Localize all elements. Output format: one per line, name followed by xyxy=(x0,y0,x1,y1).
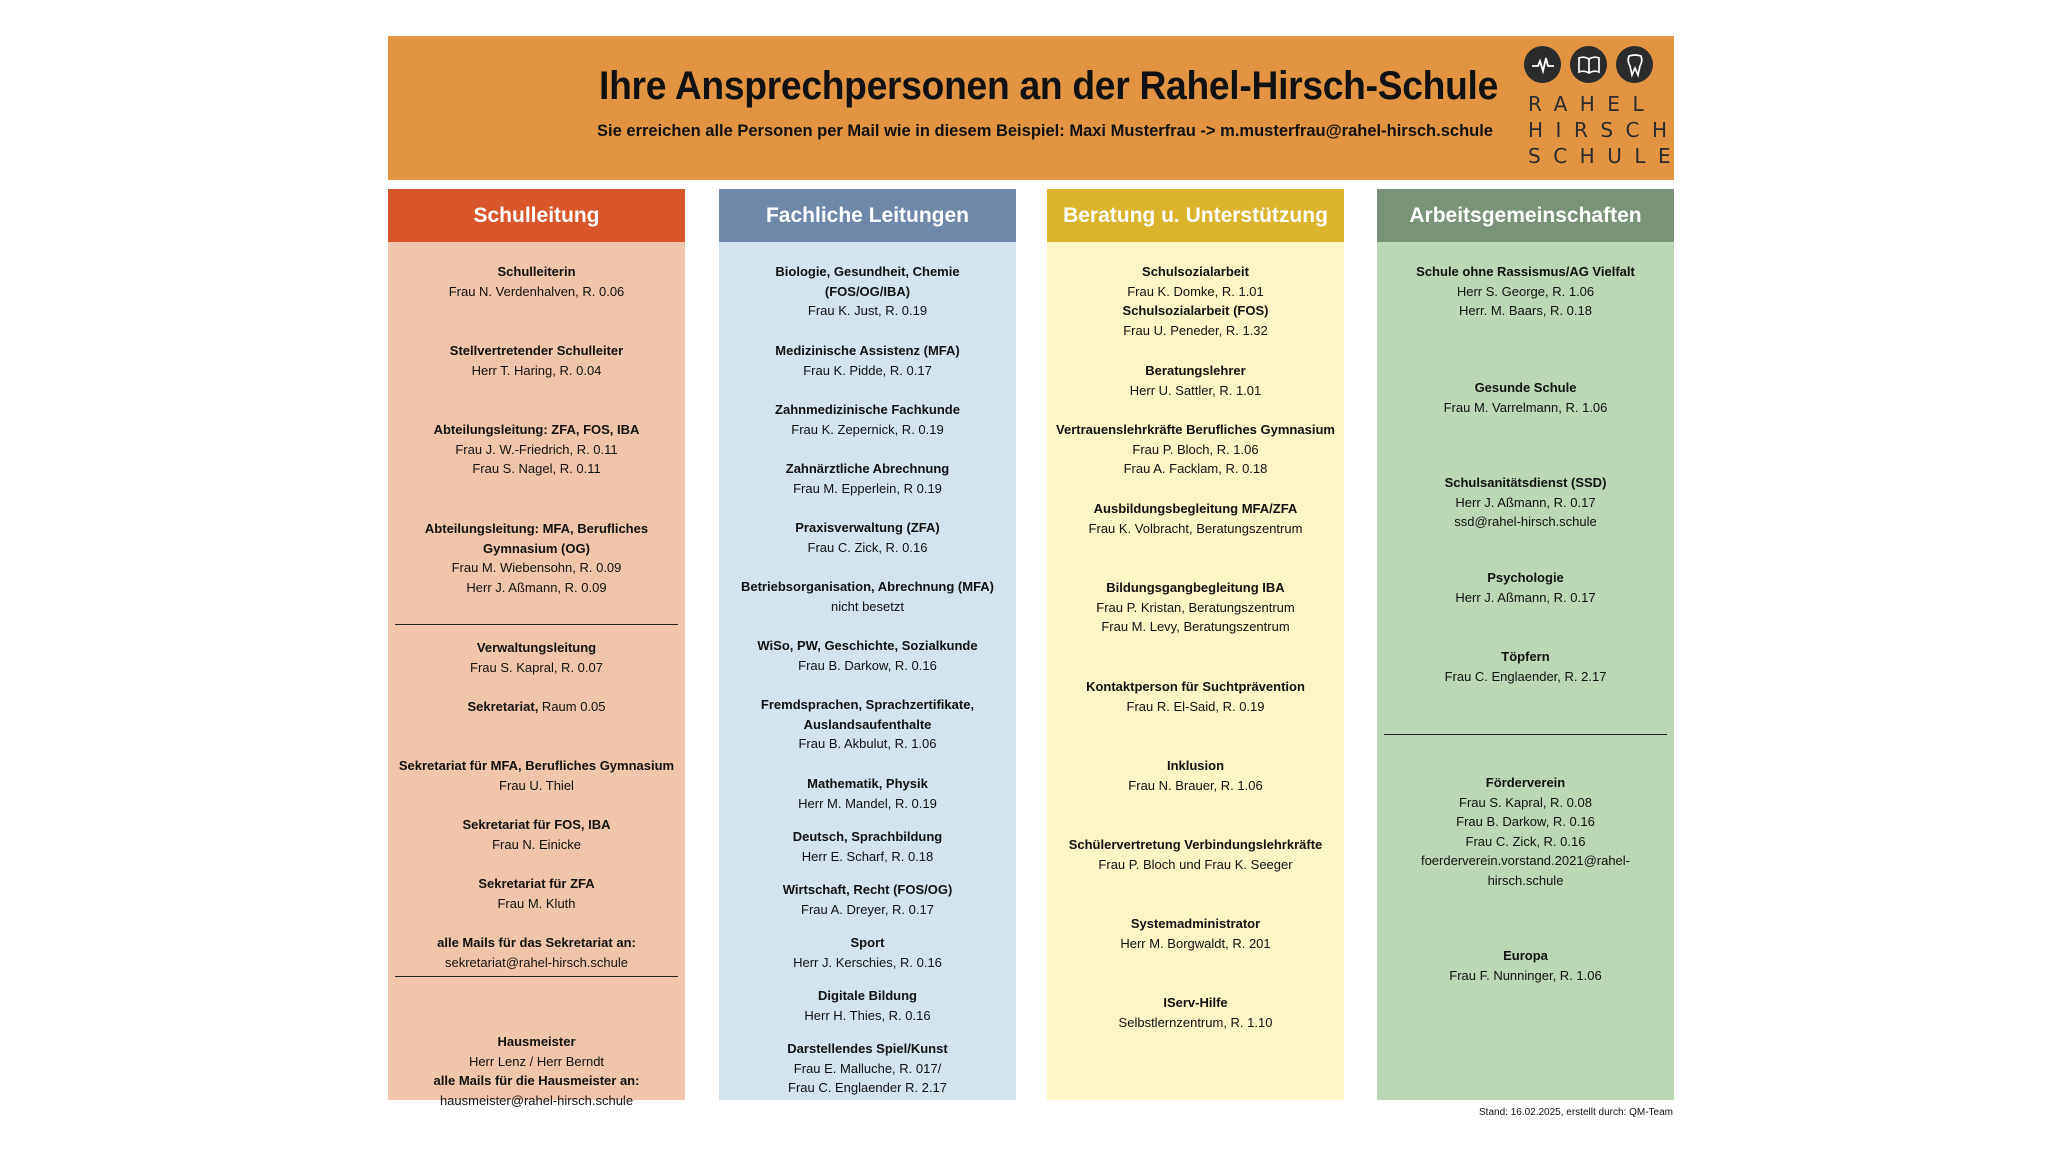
logo-word: SCHULE xyxy=(1528,144,1684,168)
contact-role: alle Mails für die Hausmeister an: xyxy=(433,1073,640,1088)
column-schulleitung xyxy=(388,189,685,1108)
contact-role: Schulsanitätsdienst (SSD) xyxy=(1444,475,1607,490)
contact-detail: Herr E. Scharf, R. 0.18 xyxy=(801,848,934,864)
contact-block xyxy=(1053,835,1338,874)
contact-detail: Selbstlernzentrum, R. 1.10 xyxy=(1118,1014,1273,1030)
contact-block xyxy=(725,262,1010,321)
contact-role: Vertrauenslehrkräfte Berufliches Gymnasium xyxy=(1056,422,1335,437)
column-body xyxy=(1047,242,1344,1100)
contact-role: Digitale Bildung xyxy=(818,988,917,1003)
contact-detail: Herr J. Kerschies, R. 0.16 xyxy=(793,954,942,970)
contact-role: Bildungsgangbegleitung IBA xyxy=(1106,580,1285,595)
contact-role: Töpfern xyxy=(1501,649,1550,664)
contact-block xyxy=(1053,420,1338,479)
contact-role: Inklusion xyxy=(1166,758,1225,773)
contact-role: Sport xyxy=(850,935,885,950)
contact-block xyxy=(394,420,679,479)
contact-detail: Frau F. Nunninger, R. 1.06 xyxy=(1449,967,1602,983)
contact-role: Wirtschaft, Recht (FOS/OG) xyxy=(782,882,953,897)
contact-detail: Frau N. Einicke xyxy=(492,836,581,852)
contact-role: Zahnärztliche Abrechnung xyxy=(785,461,950,476)
contact-block xyxy=(394,874,679,913)
contact-detail: Herr S. George, R. 1.06 xyxy=(1456,283,1595,299)
contact-role: Praxisverwaltung (ZFA) xyxy=(795,520,940,535)
contact-detail: Frau N. Verdenhalven, R. 0.06 xyxy=(448,283,625,299)
page-subtitle: Sie erreichen alle Personen per Mail wie in diesem Beispiel: Maxi Musterfrau -> m.musterfrau@rahel-hirsch.schule xyxy=(597,122,1493,140)
contact-detail: Raum 0.05 xyxy=(538,699,606,714)
logo-word: RAHEL xyxy=(1528,92,1657,116)
contact-role: Verwaltungsleitung xyxy=(476,640,597,655)
contact-role: Systemadministrator xyxy=(1130,916,1261,931)
contact-detail: Frau J. W.-Friedrich, R. 0.11 xyxy=(455,441,618,457)
contact-block xyxy=(1053,499,1338,538)
contact-detail: Frau C. Englaender, R. 2.17 xyxy=(1444,668,1607,684)
contact-role: (FOS/OG/IBA) xyxy=(824,283,911,299)
contact-role: WiSo, PW, Geschichte, Sozialkunde xyxy=(757,638,978,653)
contact-detail: Frau K. Domke, R. 1.01 xyxy=(1127,283,1264,299)
column-title: Arbeitsgemeinschaften xyxy=(1377,189,1674,242)
contact-detail: Frau K. Zepernick, R. 0.19 xyxy=(791,421,944,437)
contact-detail: Frau S. Kapral, R. 0.07 xyxy=(470,659,603,675)
contact-role: Sekretariat für MFA, Berufliches Gymnasium xyxy=(398,758,675,773)
column-title: Fachliche Leitungen xyxy=(719,189,1016,242)
column-fachliche-leitungen xyxy=(719,189,1016,1100)
contact-role: Sekretariat für FOS, IBA xyxy=(462,817,611,832)
contact-detail: Frau R. El-Said, R. 0.19 xyxy=(1126,698,1265,714)
section-divider xyxy=(1384,734,1667,735)
footer-note: Stand: 16.02.2025, erstellt durch: QM-Team xyxy=(1479,1107,1673,1118)
contact-detail: Frau K. Pidde, R. 0.17 xyxy=(803,362,932,378)
contact-detail: Frau P. Bloch und Frau K. Seeger xyxy=(1098,856,1293,872)
book-icon xyxy=(1570,46,1607,83)
contact-detail: Frau B. Darkow, R. 0.16 xyxy=(798,657,937,673)
heartbeat-icon xyxy=(1524,46,1561,83)
contact-role: Mathematik, Physik xyxy=(807,776,928,791)
contact-block xyxy=(725,695,1010,754)
contact-block xyxy=(1383,773,1668,890)
contact-role: Betriebsorganisation, Abrechnung (MFA) xyxy=(740,579,995,594)
contact-detail: Herr J. Aßmann, R. 0.09 xyxy=(466,579,607,595)
contact-role: Medizinische Assistenz (MFA) xyxy=(775,343,960,358)
column-body xyxy=(1377,242,1674,1100)
contact-block xyxy=(394,1032,679,1110)
school-logo xyxy=(1524,46,1684,176)
contact-detail: Frau C. Zick, R. 0.16 xyxy=(1465,833,1586,849)
contact-detail: Frau U. Peneder, R. 1.32 xyxy=(1123,322,1268,338)
contact-role: IServ-Hilfe xyxy=(1163,995,1228,1010)
contact-detail: ssd@rahel-hirsch.schule xyxy=(1454,514,1597,529)
contact-role: Abteilungsleitung: MFA, Berufliches xyxy=(424,521,649,536)
contact-block xyxy=(1053,677,1338,716)
contact-block xyxy=(1383,473,1668,532)
column-title: Beratung u. Unterstützung xyxy=(1047,189,1344,242)
contact-detail: Frau P. Bloch, R. 1.06 xyxy=(1132,441,1259,457)
contact-block xyxy=(1053,578,1338,637)
contact-block xyxy=(1383,378,1668,417)
contact-detail: Frau M. Levy, Beratungszentrum xyxy=(1101,619,1290,634)
contact-block xyxy=(1383,262,1668,321)
contact-detail: Frau C. Zick, R. 0.16 xyxy=(807,539,928,555)
contact-detail: Herr M. Mandel, R. 0.19 xyxy=(798,795,937,811)
contact-role: Schulsozialarbeit xyxy=(1142,264,1249,279)
contact-detail: Herr H. Thies, R. 0.16 xyxy=(804,1007,931,1023)
contact-block xyxy=(725,636,1010,675)
contact-detail: Frau E. Malluche, R. 017/ xyxy=(793,1060,942,1076)
contact-role: Hausmeister xyxy=(497,1034,576,1049)
contact-detail: Frau S. Nagel, R. 0.11 xyxy=(472,461,601,476)
tooth-icon xyxy=(1616,46,1653,83)
contact-block xyxy=(1383,568,1668,607)
contact-detail: foerderverein.vorstand.2021@rahel- xyxy=(1420,853,1631,868)
contact-detail: Herr J. Aßmann, R. 0.17 xyxy=(1455,589,1596,605)
contact-detail: Frau N. Brauer, R. 1.06 xyxy=(1128,777,1263,793)
contact-role: Schülervertretung Verbindungslehrkräfte xyxy=(1068,837,1323,852)
contact-block xyxy=(725,880,1010,919)
contact-block xyxy=(394,341,679,380)
contact-detail: Frau A. Facklam, R. 0.18 xyxy=(1123,461,1268,476)
page-title: Ihre Ansprechpersonen an der Rahel-Hirsch-Schule xyxy=(599,64,1498,108)
contact-detail: Herr J. Aßmann, R. 0.17 xyxy=(1455,494,1596,510)
contact-block xyxy=(725,459,1010,498)
contact-detail: Frau K. Just, R. 0.19 xyxy=(807,303,928,318)
contact-block xyxy=(725,827,1010,866)
contact-detail: Frau K. Volbracht, Beratungszentrum xyxy=(1088,520,1303,536)
contact-role: Stellvertretender Schulleiter xyxy=(449,343,624,358)
section-divider xyxy=(395,624,678,625)
column-beratung xyxy=(1047,189,1344,1100)
contact-detail: sekretariat@rahel-hirsch.schule xyxy=(445,954,628,970)
contact-detail: Frau A. Dreyer, R. 0.17 xyxy=(801,901,934,917)
contact-block xyxy=(725,774,1010,813)
contact-block xyxy=(725,341,1010,380)
contact-detail: Frau M. Epperlein, R 0.19 xyxy=(793,480,942,496)
logo-word: HIRSCH xyxy=(1528,118,1680,142)
contact-detail: nicht besetzt xyxy=(831,598,904,614)
contact-detail: Herr T. Haring, R. 0.04 xyxy=(471,362,602,378)
contact-role: Gesunde Schule xyxy=(1474,380,1577,395)
contact-block xyxy=(725,933,1010,972)
contact-detail: Frau B. Darkow, R. 0.16 xyxy=(1456,814,1595,829)
contact-block xyxy=(1053,914,1338,953)
contact-role: Psychologie xyxy=(1487,570,1564,585)
contact-block xyxy=(1053,361,1338,400)
contact-role: Sekretariat für ZFA xyxy=(478,876,595,891)
contact-detail: Herr M. Borgwaldt, R. 201 xyxy=(1120,935,1271,951)
column-body xyxy=(388,242,685,1108)
contact-role: Deutsch, Sprachbildung xyxy=(792,829,943,844)
contact-block xyxy=(394,815,679,854)
contact-block xyxy=(725,400,1010,439)
contact-block xyxy=(1053,993,1338,1032)
contact-role: Sekretariat, xyxy=(467,699,539,714)
contact-role: Schule ohne Rassismus/AG Vielfalt xyxy=(1416,264,1635,279)
contact-detail: Frau C. Englaender R. 2.17 xyxy=(788,1080,947,1095)
contact-detail: Herr. M. Baars, R. 0.18 xyxy=(1459,303,1592,318)
contact-block xyxy=(394,697,679,717)
contact-block xyxy=(394,756,679,795)
contact-role: Gymnasium (OG) xyxy=(483,540,590,556)
contact-role: Beratungslehrer xyxy=(1145,363,1246,378)
contact-detail: Frau M. Varrelmann, R. 1.06 xyxy=(1443,399,1608,415)
contact-block xyxy=(725,577,1010,616)
contact-role: Biologie, Gesundheit, Chemie xyxy=(775,264,960,279)
contact-detail: Frau M. Wiebensohn, R. 0.09 xyxy=(451,560,622,575)
contact-block xyxy=(1383,647,1668,686)
column-arbeitsgemeinschaften xyxy=(1377,189,1674,1100)
contact-detail: Frau S. Kapral, R. 0.08 xyxy=(1459,794,1592,810)
contact-role: Ausbildungsbegleitung MFA/ZFA xyxy=(1093,501,1298,516)
contact-role: alle Mails für das Sekretariat an: xyxy=(437,935,636,950)
contact-detail: Frau P. Kristan, Beratungszentrum xyxy=(1096,599,1295,615)
contact-block xyxy=(725,1039,1010,1098)
contact-role: Schulleiterin xyxy=(497,264,576,279)
contact-block xyxy=(1053,756,1338,795)
page-header xyxy=(388,36,1684,180)
contact-block xyxy=(394,638,679,677)
contact-block xyxy=(394,262,679,301)
section-divider xyxy=(395,976,678,977)
contact-block xyxy=(725,518,1010,557)
contact-detail: Frau U. Thiel xyxy=(499,777,574,793)
contact-detail: Frau M. Kluth xyxy=(497,895,576,911)
contact-detail: Herr U. Sattler, R. 1.01 xyxy=(1129,382,1262,398)
contact-block xyxy=(725,986,1010,1025)
contact-role: Förderverein xyxy=(1485,775,1566,790)
contact-block xyxy=(1053,262,1338,340)
contact-role: Auslandsaufenthalte xyxy=(803,716,932,732)
contact-detail: hirsch.schule xyxy=(1487,872,1564,888)
contact-detail: hausmeister@rahel-hirsch.schule xyxy=(439,1092,634,1108)
contact-detail: Frau B. Akbulut, R. 1.06 xyxy=(798,736,937,751)
contact-role: Zahnmedizinische Fachkunde xyxy=(775,402,960,417)
contact-role: Abteilungsleitung: ZFA, FOS, IBA xyxy=(433,422,640,437)
column-title: Schulleitung xyxy=(388,189,685,242)
contact-detail: Herr Lenz / Herr Berndt xyxy=(468,1053,605,1069)
contact-role: Schulsozialarbeit (FOS) xyxy=(1122,303,1269,318)
contact-role: Europa xyxy=(1503,948,1548,963)
contact-block xyxy=(1383,946,1668,985)
contact-block xyxy=(394,519,679,597)
contact-role: Fremdsprachen, Sprachzertifikate, xyxy=(760,697,975,712)
contact-role: Darstellendes Spiel/Kunst xyxy=(787,1041,948,1056)
contact-role: Kontaktperson für Suchtprävention xyxy=(1086,679,1305,694)
column-body xyxy=(719,242,1016,1100)
contact-block xyxy=(394,933,679,972)
